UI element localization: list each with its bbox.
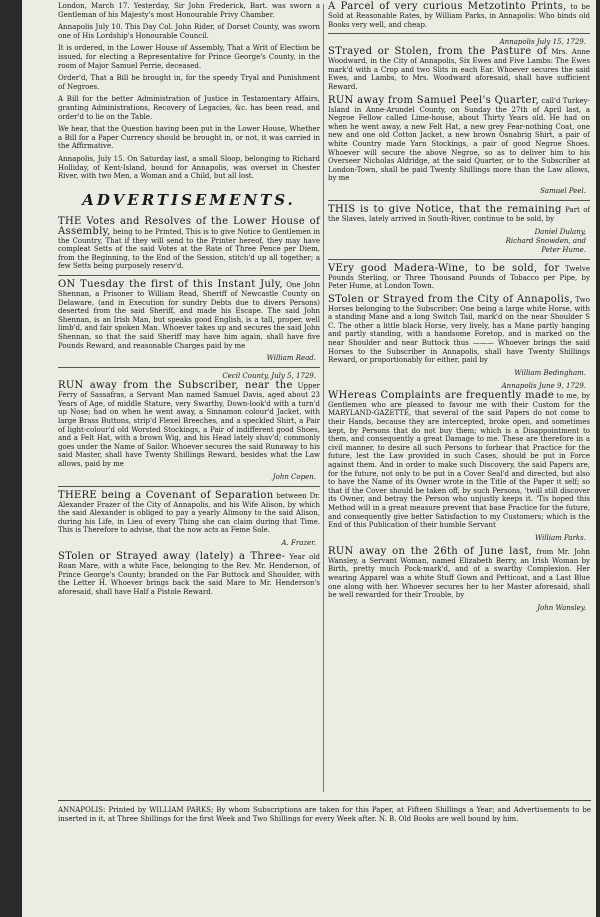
ad-signature: William Parks. bbox=[534, 533, 586, 542]
ad-lead: RUN away from Samuel Peel's Quarter, bbox=[328, 94, 540, 106]
ad-signer: Daniel Dulany, bbox=[534, 227, 586, 236]
news-justice-bill: A Bill for the better Administration of Justice in Testamentary Affairs, granting Administrations, Recovery of Legacies, &c. has been read, and order'd to lie on the Table. bbox=[58, 95, 320, 121]
ad-body: from Mr. John Wansley, a Servant Woman, named Elizabeth Berry, an Irish Woman by Birth, pretty much Pock-mark'd, and of a swarthy Complexion. Her wearing Apparel was a white Stuff Gown and Petticoat, and a Last Blue one along with her. Whoever secures her to her Master aforesaid, shall be well rewarded for their Trouble, by bbox=[328, 547, 590, 600]
ad-dateline: Annapolis June 9, 1729. bbox=[501, 381, 586, 390]
ad-shennan-escape bbox=[58, 280, 320, 350]
ad-roan-mare bbox=[58, 552, 320, 596]
ad-body: being to be Printed, This is to give Notice to Gentlemen in the Country, That if they will send to the Printer hereof, they may have compleat Setts of the said Votes at the Rate of Three Pence per Diem, from the Beginning, to the End of the Session, stitch'd up all together; a few Setts being purposely reserv'd. bbox=[58, 227, 321, 271]
separator bbox=[328, 200, 590, 201]
right-column bbox=[328, 2, 590, 617]
ad-lead: VEry good Madera-Wine, to be sold, for bbox=[328, 262, 560, 274]
newspaper-page bbox=[22, 0, 596, 917]
news-paper-currency: We hear, that the Question having been put in the Lower House, Whether a Bill for a Paper Currency should be brought in, or not, it was carried in the Affirmative. bbox=[58, 125, 320, 151]
ad-signer: Richard Snowden, and bbox=[505, 236, 586, 245]
left-column bbox=[58, 2, 320, 600]
ad-signer: Peter Hume. bbox=[541, 245, 586, 254]
ad-lead: STrayed or Stolen, from the Pasture of bbox=[328, 46, 548, 58]
ad-body: to me, by Gentlemen who are pleased to favour me with their Custom for the MARYLAND-GAZETTE, that several of the said Papers do not come to their Hands, because they are intercepted, broke open, and sometimes kept, by Persons that do not buy them; which is a Disappointment to them, and consequently a great Damage to me. These are therefore in a civil manner, to desire all such Persons to forbear that Practice for the future, lest the Law provided in such Cases, should be put in Force against them. And in order to make such Discovery, the said Papers are, for the future, not only to be put in a Cover Seal'd and directed, but also to have the Name of its Owner wrote in the Title of the Paper it self; so that if the Cover should be taken off, by such Persons, 'twill still discover its Owner, and betray the Person who unjustly keeps it. 'Tis hoped this Method will in a great measure prevent that base Practice for the future, and consequently give better Satisfaction to my Customers; which is the End of this Publication of their humble Servant bbox=[328, 391, 591, 530]
news-negroes-bill: Order'd, That a Bill be brought in, for the speedy Tryal and Punishment of Negroes. bbox=[58, 74, 320, 91]
ad-strayed-ewes bbox=[328, 47, 590, 91]
ad-body: Part of the Slaves, lately arrived in South-River, continue to be sold, by bbox=[328, 205, 591, 223]
ad-lead: RUN away from the Subscriber, near the bbox=[58, 380, 293, 392]
ad-runaway-berry bbox=[328, 547, 590, 600]
ad-lead: A Parcel of very curious Metzotinto Prints, bbox=[328, 1, 567, 12]
ad-runaway-limehouse bbox=[328, 96, 590, 183]
ad-body: Upper Ferry of Sassafras, a Servant Man named Samuel Davis, aged about 23 Years of Age, of middle Stature, very Swarthy, Down-look'd with a turn'd up Nose; had on when he went away, a Sinnamon colour'd Jacket, with large Brass Buttons, strip'd Flexel Breeches, and a speckled Shirt, a Pair of light-colour'd old Worsted Stockings, a Pair of indifferent good Shoes, and a Felt Hat, with a brown Wig, and his Head lately shav'd; commonly goes under the Name of Sailor. Whoever secures the said Runaway to his said Master, shall have Twenty Shillings Reward, besides what the Law allows, paid by me bbox=[58, 382, 321, 468]
ad-votes-resolves bbox=[58, 217, 320, 271]
ad-signature: John Copen. bbox=[272, 472, 316, 481]
ad-stolen-horses bbox=[328, 295, 590, 365]
ad-runaway-davis bbox=[58, 381, 320, 468]
ad-dateline: Cecil County, July 5, 1729. bbox=[222, 372, 316, 381]
ad-body: One John Shennan, a Prisoner to William Read, Sheriff of Newcastle County on Delaware, (and in Execution for sundry Debts due to divers Persons) deserted from the said Sheriff, and made his Escape. The said John Shennan, is an Irish Man, but speaks good English, is a tall, proper, well limb'd, and fair spoken Man. Whoever takes up and secures the said John Shennan, so that the said Sheriff may have him again, shall have five Pounds Reward, and reasonable Charges paid by me bbox=[58, 281, 320, 350]
ad-body: to be Sold at Reasonable Rates, by William Parks, in Annapolis: Who binds old Books very well, and cheap. bbox=[328, 3, 590, 29]
ad-metzotinto-prints bbox=[328, 2, 590, 29]
separator bbox=[58, 367, 320, 368]
ad-body: Year old Roan Mare, with a white Face, belonging to the Rev. Mr. Henderson, of Prince George's County; branded on the Far Buttock and Shoulder, with the Letter H. Whoever brings back the said Mare to Mr. Henderson's aforesaid, shall have Half a Pistole Reward. bbox=[58, 552, 320, 596]
column-divider bbox=[323, 4, 324, 792]
ad-body: Two Horses belonging to the Subscriber: One being a large white Horse, with a standing Mane and a long Switch Tail, mark'd on the near Shoulder S C. The other a little black Horse, very lively, has a Mane partly hanging and partly standing, with a handsome Foretop, and is marked on the near Shoulder and near Buttock thus ——— Whoever brings the said Horses to the Subscriber in Annapolis, shall have Twenty Shillings Reward, or proportionably for either, paid by bbox=[328, 295, 590, 365]
news-london: London, March 17. Yesterday, Sir John Frederick, Bart. was sworn a Gentleman of his Majesty's most Honourable Privy Chamber. bbox=[58, 2, 320, 19]
ad-lead: ON Tuesday the first of this Instant July, bbox=[58, 279, 283, 291]
news-council: Annapolis July 10. This Day Col. John Rider, of Dorset County, was sworn one of His Lordship's Honourable Council. bbox=[58, 23, 320, 40]
ad-signature: Samuel Peel. bbox=[540, 186, 586, 195]
ad-body: between Dr. Alexander Frazer of the City of Annapolis, and his Wife Alison, by which the said Alexander is obliged to pay a yearly Alimony to the said Alison, during his Life, in Lieu of every Thing she can claim during that Time. This is Therefore to advise, that the now acts as Feme Sole. bbox=[58, 491, 320, 535]
ad-lead: THE Votes and Resolves of the Lower House of Assembly, bbox=[58, 215, 320, 237]
ad-lead: STolen or Strayed away (lately) a Three- bbox=[58, 550, 286, 562]
news-sloop-overset: Annapolis, July 15. On Saturday last, a small Sloop, belonging to Richard Holliday, of Kent-Island, bound for Annapolis, was overset in Chester River, with two Men, a Woman and a Child, but all lost. bbox=[58, 154, 320, 181]
advertisements-heading: ADVERTISEMENTS. bbox=[82, 190, 296, 209]
ad-lead: THERE being a Covenant of Separation bbox=[58, 489, 274, 501]
ad-notice-slaves bbox=[328, 205, 590, 224]
ad-signature: John Wansley. bbox=[537, 603, 586, 612]
ad-signature: A. Frazer. bbox=[281, 538, 316, 547]
printer-imprint: ANNAPOLIS: Printed by WILLIAM PARKS; By whom Subscriptions are taken for this Paper, at Fifteen Shillings a Year; and Advertisements to be inserted in it, at Three Shillings for the first Week and Two Shillings for every Week after. N. B. Old Books are well bound by him. bbox=[58, 800, 591, 824]
ad-signature: William Bedingham. bbox=[514, 368, 586, 377]
ad-covenant-separation bbox=[58, 491, 320, 535]
ad-body: call'd Turkey-Island in Anne-Arundel County, on Sunday the 27th of April last, a Negroe Fellow called Lime-house, about Thirty Years old. He had on when he went away, a new Felt Hat, a new grey Fear-nothing Coat, one new and one old Cotton Jacket, a new brown Osnabrig Shirt, a pair of white Country made Yarn Stockings, a pair of good Negroe Shoes. Whoever will secure the above Negroe, so as to deliver him to his Overseer Nicholas Aldridge, at the said Quarter, or to the Subscriber at London-Town, shall be paid Twenty Shillings more than the Law allows, by me bbox=[328, 96, 590, 183]
separator bbox=[328, 33, 590, 34]
ad-complaints-gazette bbox=[328, 391, 590, 530]
news-writ-election: It is ordered, in the Lower House of Assembly, That a Writ of Election be issued, for electing a Representative for Prince George's County, in the room of Major Samuel Perrie, deceased. bbox=[58, 44, 320, 70]
separator bbox=[58, 275, 320, 276]
ad-signature: William Read. bbox=[266, 354, 316, 363]
ad-body: Twelve Pounds Sterling, or Three Thousand Pounds of Tobacco per Pipe, by Peter Hume, at London Town. bbox=[328, 264, 590, 291]
separator bbox=[58, 486, 320, 487]
ad-lead: THIS is to give Notice, that the remaining bbox=[328, 203, 562, 215]
ad-dateline: Annapolis July 15, 1729. bbox=[499, 38, 586, 47]
ad-madera-wine bbox=[328, 264, 590, 291]
ad-body: Mrs. Anne Woodward, in the City of Annapolis, Six Ewes and Five Lambs: The Ewes mark'd with a Crop and two Slits in each Ear. Whoever secures the said Ewes, and Lambs, to Mrs. Woodward aforesaid, shall have sufficient Reward. bbox=[328, 48, 590, 91]
ad-lead: RUN away on the 26th of June last, bbox=[328, 545, 533, 557]
ad-lead: STolen or Strayed from the City of Annapolis, bbox=[328, 293, 574, 305]
ad-lead: WHereas Complaints are frequently made bbox=[328, 389, 555, 401]
separator bbox=[328, 259, 590, 260]
